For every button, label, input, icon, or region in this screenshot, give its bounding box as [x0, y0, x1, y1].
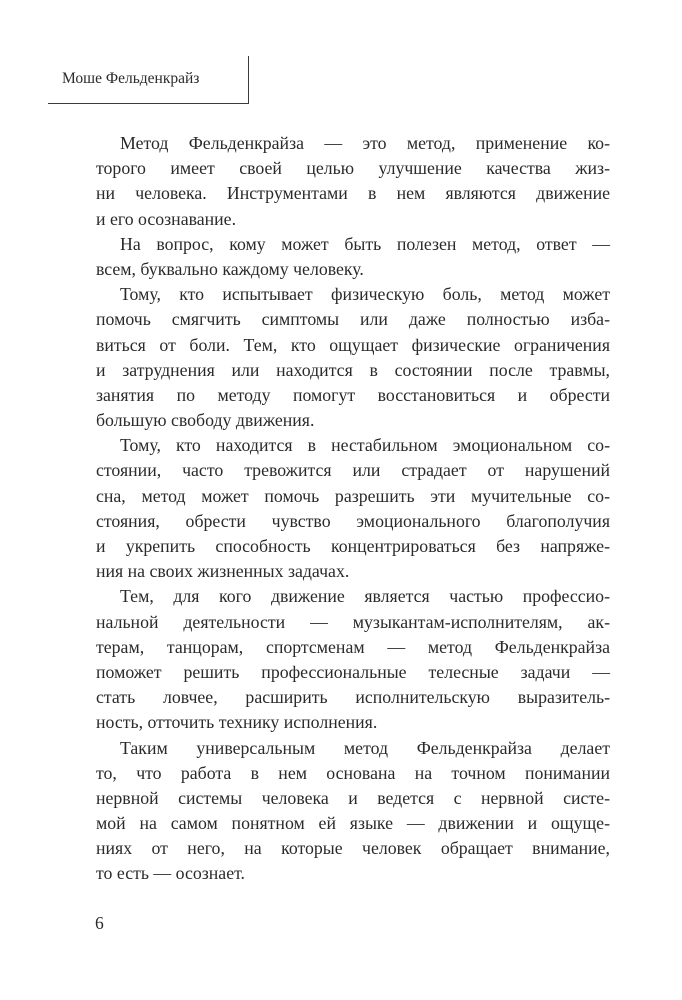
text-line: На вопрос, кому может быть полезен метод, ответ —	[120, 233, 610, 254]
text-line: Таким универсальным метод Фельденкрайза делает	[120, 737, 610, 758]
text-line: и укрепить способность концентрироваться без напряже-	[96, 536, 610, 556]
text-line: занятия по методу помогут восстановиться и обрести	[96, 384, 610, 405]
text-line: помочь смягчить симптомы или даже полностью изба-	[96, 309, 610, 330]
text-line: мой на самом понятном ей языке — движении и ощуще-	[96, 813, 610, 834]
text-line: стать ловчее, расширить исполнительскую выразитель-	[96, 687, 610, 708]
text-line: большую свободу движения.	[96, 410, 315, 431]
text-line: терам, танцорам, спортсменам — метод Фельденкрайза	[96, 636, 610, 657]
text-line: то, что работа в нем основана на точном понимании	[96, 762, 610, 783]
text-line: то есть — осознает.	[96, 863, 245, 884]
text-line: стоянии, часто тревожится или страдает от нарушений	[96, 460, 610, 481]
paragraph-1	[96, 131, 610, 232]
text-line: Тому, кто испытывает физическую боль, метод может	[120, 284, 610, 305]
text-line: всем, буквально каждому человеку.	[96, 258, 364, 279]
page-number: 6	[95, 913, 104, 933]
paragraph-6	[96, 736, 610, 887]
text-line: и его осознавание.	[96, 208, 237, 229]
running-header-title: Моше Фельденкрайз	[62, 70, 200, 87]
paragraph-4	[96, 433, 610, 584]
text-line: торого имеет своей целью улучшение качества жиз-	[96, 158, 610, 179]
text-line: Тому, кто находится в нестабильном эмоциональном со-	[120, 435, 610, 456]
text-line: ниях от него, на которые человек обращает внимание,	[96, 838, 610, 859]
text-line: сна, метод может помочь разрешить эти мучительные со-	[96, 485, 610, 506]
text-line: нервной системы человека и ведется с нервной систе-	[96, 787, 610, 808]
running-header	[48, 56, 249, 104]
text-line: Метод Фельденкрайза — это метод, применение ко-	[120, 133, 610, 153]
paragraph-2	[96, 232, 610, 282]
text-line: виться от боли. Тем, кто ощущает физические ограничения	[96, 334, 610, 355]
text-line: ния на своих жизненных задачах.	[96, 561, 350, 582]
text-line: Тем, для кого движение является частью профессио-	[120, 586, 610, 607]
paragraph-3	[96, 282, 610, 433]
text-line: и затруднения или находится в состоянии после травмы,	[96, 359, 610, 380]
text-line: ни человека. Инструментами в нем являются движение	[96, 183, 610, 204]
paragraph-5	[96, 584, 610, 735]
text-line: нальной деятельности — музыкантам-исполнителям, ак-	[96, 611, 610, 632]
text-line: поможет решить профессиональные телесные задачи —	[96, 661, 610, 682]
body-text	[96, 131, 610, 887]
text-line: стояния, обрести чувство эмоционального благополучия	[96, 510, 610, 531]
text-line: ность, отточить технику исполнения.	[96, 712, 378, 733]
